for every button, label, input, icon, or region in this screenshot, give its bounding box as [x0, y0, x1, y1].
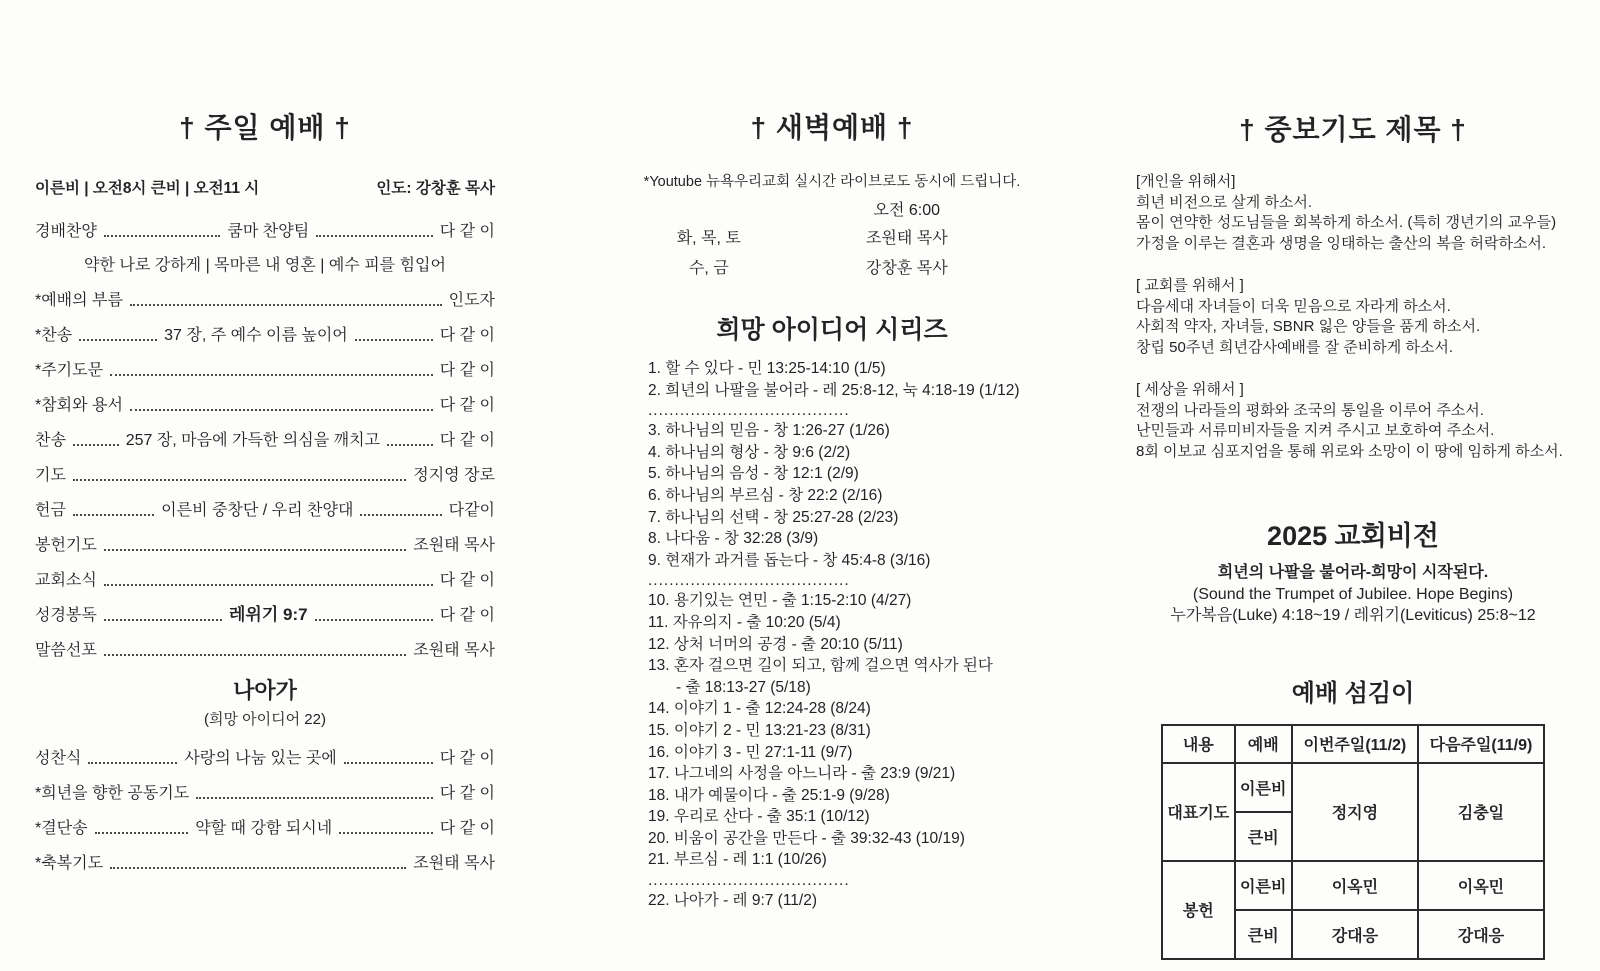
praise-song-titles: 약한 나로 강하게 | 목마른 내 영혼 | 예수 피를 힘입어 [84, 257, 446, 274]
order-right: 조원태 목사 [413, 855, 495, 872]
series-item: 10. 용기있는 연민 - 출 1:15-2:10 (4/27) [648, 592, 912, 610]
order-row [35, 639, 495, 660]
order-center: 257 장, 마음에 가득한 의심을 깨치고 [125, 432, 380, 449]
order-label: 기도 [35, 467, 66, 484]
series-item: 1. 할 수 있다 - 민 13:25-14:10 (1/5) [648, 360, 886, 377]
dot-leader [104, 619, 222, 621]
worship-leader: 인도: 강창훈 목사 [376, 180, 495, 197]
dot-leader [73, 479, 406, 481]
schedule-row [612, 225, 1052, 248]
order-row [35, 817, 495, 838]
cell-service: 이른비 [1235, 763, 1292, 812]
series-item: 15. 이야기 2 - 민 13:21-23 (8/31) [648, 721, 871, 739]
series-item: 7. 하나님의 선택 - 창 25:27-28 (2/23) [648, 508, 899, 526]
order-label: *주기도문 [35, 362, 104, 379]
prayer-group-personal [1122, 172, 1584, 254]
schedule-pastor: 강창훈 목사 [865, 260, 948, 277]
sunday-meta [35, 176, 495, 198]
sunday-worship-section [35, 106, 495, 887]
order-row [35, 534, 495, 555]
dawn-worship-section [612, 106, 1052, 912]
order-right: 다 같 이 [439, 432, 496, 449]
prayer-line: 8회 이보교 심포지엄을 통해 위로와 소망이 이 땅에 임하게 하소서. [1136, 442, 1563, 460]
col-header-content: 내용 [1162, 725, 1235, 763]
dot-leader [104, 654, 406, 656]
order-row [35, 324, 495, 345]
order-right: 다 같 이 [439, 607, 495, 624]
order-row [35, 569, 495, 590]
dot-leader [360, 514, 441, 516]
prayer-group-heading: [ 교회를 위해서 ] [1136, 277, 1244, 294]
order-row [35, 359, 495, 380]
cell-service: 큰비 [1235, 812, 1292, 861]
dot-leader [110, 867, 406, 869]
series-item-continued: - 출 18:13-27 (5/18) [676, 678, 811, 696]
table-row [1162, 861, 1544, 910]
order-label: 성찬식 [35, 750, 82, 767]
cell-this-week: 정지영 [1292, 763, 1418, 861]
dawn-time: 오전 6:00 [873, 202, 941, 219]
order-right: 다 같 이 [439, 785, 495, 802]
order-row [35, 220, 495, 241]
series-item: 11. 자유의지 - 출 10:20 (5/4) [648, 613, 841, 631]
prayer-line: 가정을 이루는 결혼과 생명을 잉태하는 출산의 복을 허락하소서. [1136, 234, 1547, 252]
closing-section-title: 나아가 [233, 678, 297, 703]
order-label: *희년을 향한 공동기도 [35, 785, 190, 802]
order-right: 다 같 이 [439, 327, 496, 344]
order-right: 인도자 [448, 292, 495, 309]
dot-leader [79, 339, 157, 341]
series-item: 18. 내가 예물이다 - 출 25:1-9 (9/28) [648, 786, 890, 804]
dot-leader [104, 549, 406, 551]
order-center: 사랑의 나눔 있는 곳에 [184, 750, 337, 767]
series-item: 8. 나다움 - 창 32:28 (3/9) [648, 530, 819, 548]
order-row [35, 604, 495, 625]
vision-slogan-english: (Sound the Trumpet of Jubilee. Hope Begins) [1192, 585, 1514, 603]
hope-idea-series-list [612, 358, 1052, 912]
dot-leader [387, 444, 433, 446]
sunday-worship-title: † 주일 예배 † [179, 112, 351, 143]
order-row [35, 852, 495, 873]
order-row [35, 464, 495, 485]
series-item: 14. 이야기 1 - 출 12:24-28 (8/24) [648, 700, 871, 718]
prayer-line: 전쟁의 나라들의 평화와 조국의 통일을 이루어 주소서. [1136, 401, 1484, 419]
order-label: *축복기도 [35, 855, 104, 872]
order-right: 다 같 이 [439, 223, 496, 240]
series-item: 21. 부르심 - 레 1:1 (10/26) [648, 851, 827, 869]
dot-leader [73, 444, 119, 446]
series-item: 6. 하나님의 부르심 - 창 22:2 (2/16) [648, 486, 883, 504]
dawn-worship-title: † 새벽예배 † [750, 112, 914, 143]
service-times: 이른비 | 오전8시 큰비 | 오전11 시 [35, 180, 260, 197]
series-item: 4. 하나님의 형상 - 창 9:6 (2/2) [648, 443, 851, 461]
dot-leader [110, 374, 433, 376]
series-item: 9. 현재가 과거를 돕는다 - 창 45:4-8 (3/16) [648, 551, 931, 569]
dot-leader [104, 584, 433, 586]
order-right: 다 같 이 [439, 750, 495, 767]
table-row [1162, 763, 1544, 812]
series-separator: ...................................... [648, 572, 850, 590]
dot-leader [104, 235, 221, 237]
intercessory-prayer-title: † 중보기도 제목 † [1239, 114, 1467, 145]
church-vision-title: 2025 교회비전 [1267, 521, 1439, 551]
order-center: 약할 때 강함 되시네 [195, 820, 333, 837]
col-header-next-week: 다음주일(11/9) [1418, 725, 1544, 763]
series-item: 12. 상처 너머의 공경 - 출 20:10 (5/11) [648, 635, 903, 653]
prayer-line: 다음세대 자녀들이 더욱 믿음으로 자라게 하소서. [1136, 297, 1451, 315]
prayer-line: 몸이 연약한 성도님들을 회복하게 하소서. (특히 갱년기의 교우들) [1136, 214, 1557, 231]
order-right: 조원태 목사 [413, 537, 495, 554]
youtube-live-note: *Youtube 뉴욕우리교회 실시간 라이브로도 동시에 드립니다. [643, 174, 1021, 190]
vision-slogan-korean: 희년의 나팔을 불어라-희망이 시작된다. [1217, 564, 1489, 581]
order-row [35, 747, 495, 768]
dot-leader [88, 762, 177, 764]
dot-leader [196, 797, 433, 799]
prayer-group-church [1122, 276, 1584, 358]
intercessory-prayer-section [1122, 108, 1584, 960]
prayer-line: 희년 비전으로 살게 하소서. [1136, 193, 1313, 211]
cell-service: 이른비 [1235, 861, 1292, 910]
series-item: 3. 하나님의 믿음 - 창 1:26-27 (1/26) [648, 422, 890, 440]
order-label: *결단송 [35, 820, 88, 837]
series-item: 22. 나아가 - 레 9:7 (11/2) [648, 892, 818, 910]
order-right: 조원태 목사 [413, 642, 495, 659]
prayer-group-world [1122, 380, 1584, 462]
order-center: 쿰마 찬양팀 [227, 223, 310, 240]
scripture-reference: 레위기 9:7 [229, 605, 308, 624]
dot-leader [339, 832, 433, 834]
col-header-service: 예배 [1235, 725, 1292, 763]
order-label: 봉헌기도 [35, 537, 97, 554]
series-item: 13. 혼자 걸으면 길이 되고, 함께 걸으면 역사가 된다 [648, 657, 993, 675]
series-item: 20. 비움이 공간을 만든다 - 출 39:32-43 (10/19) [648, 829, 965, 847]
dot-leader [73, 514, 154, 516]
hope-idea-series-title: 희망 아이디어 시리즈 [716, 316, 948, 344]
cell-content: 대표기도 [1162, 763, 1235, 861]
order-label: 교회소식 [35, 572, 97, 589]
cell-service: 큰비 [1235, 910, 1292, 959]
order-row [35, 289, 495, 310]
order-row [35, 429, 495, 450]
dot-leader [95, 832, 189, 834]
cell-this-week: 이옥민 [1292, 861, 1418, 910]
closing-section-subtitle: (희망 아이디어 22) [204, 711, 326, 728]
prayer-group-heading: [개인을 위해서] [1136, 173, 1236, 190]
order-right: 다 같 이 [439, 362, 495, 379]
col-header-this-week: 이번주일(11/2) [1292, 725, 1418, 763]
order-row [35, 394, 495, 415]
dot-leader [355, 339, 433, 341]
worship-servers-title: 예배 섬김이 [1291, 679, 1415, 707]
worship-servers-table [1161, 724, 1545, 960]
order-label: 경배찬양 [35, 223, 97, 240]
series-item: 5. 하나님의 음성 - 창 12:1 (2/9) [648, 465, 859, 483]
prayer-line: 사회적 약자, 자녀들, SBNR 잃은 양들을 품게 하소서. [1136, 318, 1481, 335]
order-label: *예배의 부름 [35, 292, 123, 309]
order-label: 찬송 [35, 432, 66, 449]
order-center: 37 장, 주 예수 이름 높이어 [164, 327, 348, 344]
series-item: 19. 우리로 산다 - 출 35:1 (10/12) [648, 808, 870, 826]
order-right: 정지영 장로 [413, 467, 495, 484]
dot-leader [315, 619, 433, 621]
prayer-line: 난민들과 서류미비자들을 지켜 주시고 보호하여 주소서. [1136, 422, 1495, 439]
series-item: 2. 희년의 나팔을 불어라 - 레 25:8-12, 눅 4:18-19 (1/12) [648, 381, 1020, 399]
order-center: 이른비 중창단 / 우리 찬양대 [161, 502, 354, 519]
series-item: 17. 나그네의 사정을 아느니라 - 출 23:9 (9/21) [648, 765, 956, 783]
dot-leader [316, 235, 433, 237]
order-right: 다 같 이 [439, 820, 496, 837]
cell-content: 봉헌 [1162, 861, 1235, 959]
dot-leader [344, 762, 433, 764]
order-row [35, 782, 495, 803]
order-label: *찬송 [35, 327, 73, 344]
order-right: 다같이 [448, 502, 496, 519]
dawn-schedule [612, 197, 1052, 278]
order-label: 말씀선포 [35, 642, 97, 659]
dot-leader [130, 409, 433, 411]
series-separator: ...................................... [648, 872, 850, 890]
table-header-row [1162, 725, 1544, 763]
prayer-group-heading: [ 세상을 위해서 ] [1136, 381, 1244, 398]
series-separator: ...................................... [648, 402, 850, 420]
prayer-line: 창립 50주년 희년감사예배를 잘 준비하게 하소서. [1136, 338, 1454, 356]
series-item: 16. 이야기 3 - 민 27:1-11 (9/7) [648, 743, 853, 761]
vision-scripture: 누가복음(Luke) 4:18~19 / 레위기(Leviticus) 25:8~12 [1170, 607, 1536, 624]
order-label: *참회와 용서 [35, 397, 123, 414]
cell-next-week: 이옥민 [1418, 861, 1544, 910]
cell-this-week: 강대응 [1292, 910, 1418, 959]
cell-next-week: 강대응 [1418, 910, 1544, 959]
order-label: 성경봉독 [35, 607, 97, 624]
dot-leader [130, 304, 442, 306]
order-right: 다 같 이 [439, 397, 495, 414]
order-row [35, 499, 495, 520]
schedule-row [612, 255, 1052, 278]
schedule-days: 화, 목, 토 [676, 230, 741, 247]
cell-next-week: 김충일 [1418, 763, 1544, 861]
schedule-pastor: 조원태 목사 [865, 230, 948, 247]
order-label: 헌금 [35, 502, 66, 519]
schedule-days: 수, 금 [688, 260, 729, 277]
order-right: 다 같 이 [439, 572, 495, 589]
